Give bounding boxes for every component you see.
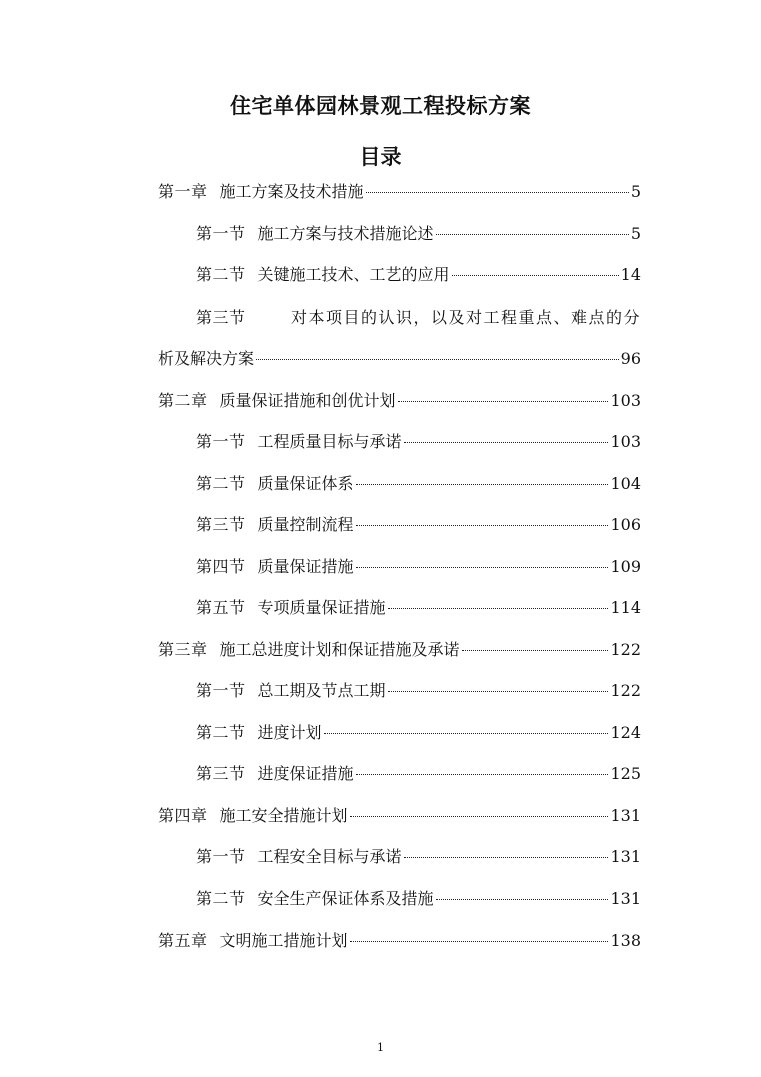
dot-leader (356, 484, 609, 485)
entry-number: 第一章 (158, 182, 208, 201)
dot-leader (436, 899, 609, 900)
entry-title: 文明施工措施计划 (219, 931, 348, 950)
entry-title: 质量保证措施和创优计划 (219, 391, 396, 410)
entry-page: 122 (610, 681, 641, 700)
entry-page: 5 (630, 224, 641, 243)
entry-number: 第五节 (196, 598, 246, 617)
entry-title-line-2: 析及解决方案 (158, 349, 255, 368)
entry-page: 124 (610, 723, 641, 742)
entry-title: 施工总进度计划和保证措施及承诺 (219, 640, 460, 659)
dot-leader (436, 234, 629, 235)
entry-page: 131 (610, 847, 641, 866)
toc-entry-ch1-section-1[interactable] (196, 223, 641, 245)
page-number: 1 (377, 1041, 384, 1054)
entry-title: 关键施工技术、工艺的应用 (257, 265, 450, 284)
dot-leader (350, 941, 609, 942)
entry-number: 第四章 (158, 806, 208, 825)
toc-entry-ch4-section-2[interactable] (196, 888, 641, 910)
dot-leader (356, 525, 609, 526)
entry-number: 第三章 (158, 640, 208, 659)
dot-leader (388, 691, 609, 692)
toc-heading: 目录 (359, 145, 402, 169)
entry-title: 工程质量目标与承诺 (257, 432, 402, 451)
toc-entry-ch1-section-3-continued[interactable] (158, 348, 641, 370)
entry-title-line-1: 对本项目的认识，以及对工程重点、难点的分 (290, 308, 641, 327)
toc-entry-ch2-section-5[interactable] (196, 597, 641, 619)
entry-title: 施工安全措施计划 (219, 806, 348, 825)
entry-number: 第二章 (158, 391, 208, 410)
entry-page: 138 (610, 931, 641, 950)
entry-page: 122 (610, 640, 641, 659)
entry-title: 安全生产保证体系及措施 (257, 889, 434, 908)
toc-entry-ch1-section-3[interactable] (196, 307, 641, 329)
entry-page: 109 (610, 557, 641, 576)
toc-entry-ch1-section-2[interactable] (196, 264, 641, 286)
entry-title: 专项质量保证措施 (257, 598, 386, 617)
entry-page: 114 (610, 598, 641, 617)
entry-title: 质量保证措施 (257, 557, 354, 576)
toc-entry-ch2-section-1[interactable] (196, 431, 641, 453)
dot-leader (404, 857, 609, 858)
toc-entry-ch3-section-2[interactable] (196, 722, 641, 744)
document-title: 住宅单体园林景观工程投标方案 (230, 94, 531, 118)
entry-number: 第一节 (196, 681, 246, 700)
dot-leader (388, 608, 609, 609)
entry-title: 总工期及节点工期 (257, 681, 386, 700)
entry-number: 第一节 (196, 847, 246, 866)
entry-page: 104 (610, 474, 641, 493)
entry-page: 14 (620, 265, 641, 284)
entry-number: 第三节 (196, 515, 246, 534)
entry-number: 第五章 (158, 931, 208, 950)
dot-leader (324, 733, 609, 734)
dot-leader (462, 650, 609, 651)
toc-entry-chapter-3[interactable] (158, 639, 641, 661)
entry-page: 131 (610, 889, 641, 908)
entry-title: 施工方案及技术措施 (219, 182, 364, 201)
entry-number: 第二节 (196, 265, 246, 284)
entry-number: 第一节 (196, 432, 246, 451)
entry-number: 第三节 (196, 764, 246, 783)
dot-leader (256, 359, 619, 360)
entry-page: 103 (610, 391, 641, 410)
dot-leader (452, 275, 619, 276)
entry-number: 第二节 (196, 474, 246, 493)
dot-leader (398, 401, 609, 402)
entry-title: 工程安全目标与承诺 (257, 847, 402, 866)
entry-page: 125 (610, 764, 641, 783)
entry-page: 131 (610, 806, 641, 825)
dot-leader (356, 567, 609, 568)
entry-title: 进度保证措施 (257, 764, 354, 783)
entry-title: 质量控制流程 (257, 515, 354, 534)
entry-title: 进度计划 (257, 723, 322, 742)
toc-entry-ch2-section-2[interactable] (196, 473, 641, 495)
entry-number: 第二节 (196, 889, 246, 908)
toc-entry-ch2-section-4[interactable] (196, 556, 641, 578)
entry-title: 质量保证体系 (257, 474, 354, 493)
dot-leader (350, 816, 609, 817)
dot-leader (356, 774, 609, 775)
toc-entry-ch2-section-3[interactable] (196, 514, 641, 536)
entry-page: 103 (610, 432, 641, 451)
dot-leader (366, 192, 629, 193)
toc-entry-ch3-section-3[interactable] (196, 763, 641, 785)
toc-entry-ch4-section-1[interactable] (196, 846, 641, 868)
toc-entry-chapter-4[interactable] (158, 805, 641, 827)
dot-leader (404, 442, 609, 443)
toc-entry-ch3-section-1[interactable] (196, 680, 641, 702)
entry-number: 第三节 (196, 308, 246, 327)
entry-page: 5 (630, 182, 641, 201)
entry-title: 施工方案与技术措施论述 (257, 224, 434, 243)
toc-entry-chapter-2[interactable] (158, 390, 641, 412)
entry-page: 106 (610, 515, 641, 534)
entry-number: 第二节 (196, 723, 246, 742)
entry-page: 96 (620, 349, 641, 368)
entry-number: 第一节 (196, 224, 246, 243)
toc-entry-chapter-5[interactable] (158, 930, 641, 952)
entry-number: 第四节 (196, 557, 246, 576)
toc-entry-chapter-1[interactable] (158, 181, 641, 203)
